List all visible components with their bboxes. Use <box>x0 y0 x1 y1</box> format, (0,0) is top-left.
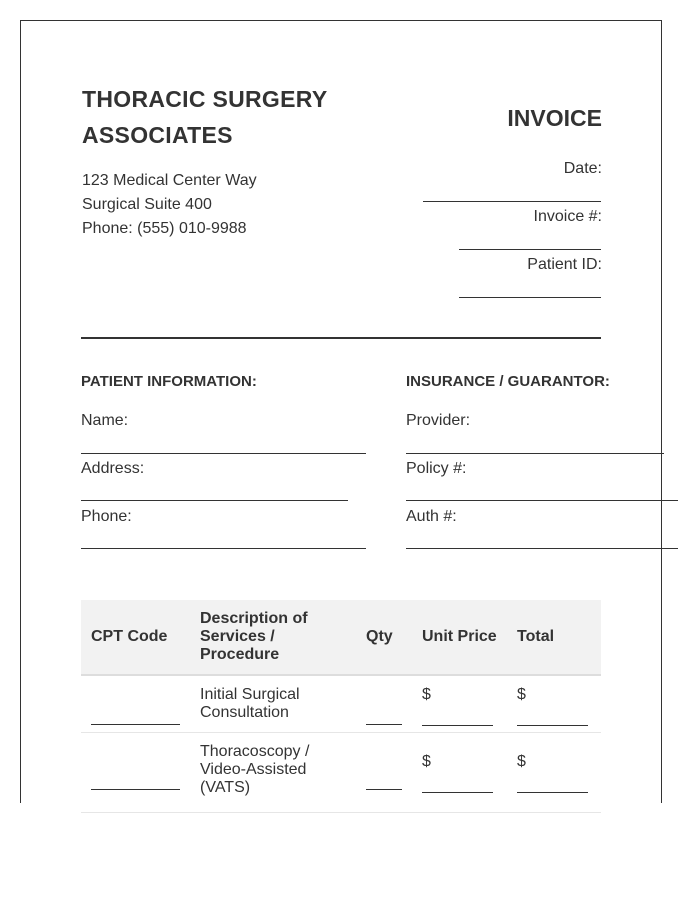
header-description: Description of Services / Procedure <box>190 600 356 675</box>
invoice-number-field-line[interactable] <box>459 249 601 250</box>
unit-price-blank[interactable] <box>422 792 493 793</box>
invoice-page <box>20 20 662 803</box>
unit-price-prefix: $ <box>422 752 431 770</box>
description-cell: Initial Surgical Consultation <box>190 675 356 732</box>
date-field-line[interactable] <box>423 201 601 202</box>
qty-blank[interactable] <box>366 724 402 725</box>
insurance-auth-field-line[interactable] <box>406 548 678 549</box>
company-address-line1: 123 Medical Center Way <box>82 172 257 189</box>
table-header-row <box>81 600 601 675</box>
unit-price-cell[interactable] <box>412 732 507 812</box>
total-blank[interactable] <box>517 792 588 793</box>
total-prefix: $ <box>517 686 526 703</box>
invoice-title: INVOICE <box>507 105 602 131</box>
unit-price-cell[interactable] <box>412 675 507 732</box>
unit-price-blank[interactable] <box>422 725 493 726</box>
header-divider <box>81 337 601 339</box>
table-row <box>81 732 601 812</box>
header-total: Total <box>507 600 601 675</box>
qty-cell[interactable] <box>356 675 412 732</box>
qty-blank[interactable] <box>366 789 402 790</box>
company-name: THORACIC SURGERY ASSOCIATES <box>82 86 328 148</box>
company-phone: Phone: (555) 010-9988 <box>82 220 247 237</box>
cpt-code-blank[interactable] <box>91 789 180 790</box>
insurance-provider-label: Provider: <box>406 412 471 429</box>
patient-address-label: Address: <box>81 460 145 477</box>
total-prefix: $ <box>517 752 526 770</box>
table-row <box>81 675 601 732</box>
insurance-heading: INSURANCE / GUARANTOR: <box>406 373 610 390</box>
unit-price-prefix: $ <box>422 686 431 703</box>
services-table <box>81 600 601 813</box>
cpt-code-blank[interactable] <box>91 724 180 725</box>
cpt-code-cell[interactable] <box>81 675 190 732</box>
insurance-policy-label: Policy #: <box>406 460 467 477</box>
header-qty: Qty <box>356 600 412 675</box>
header-cpt-code: CPT Code <box>81 600 190 675</box>
patient-name-label: Name: <box>81 412 129 429</box>
header-unit-price: Unit Price <box>412 600 507 675</box>
patient-name-field-line[interactable] <box>81 453 366 454</box>
qty-cell[interactable] <box>356 732 412 812</box>
total-blank[interactable] <box>517 725 588 726</box>
insurance-provider-field-line[interactable] <box>406 453 664 454</box>
date-label: Date: <box>563 160 602 177</box>
patient-phone-field-line[interactable] <box>81 548 366 549</box>
total-cell[interactable] <box>507 732 601 812</box>
patient-info-heading: PATIENT INFORMATION: <box>81 373 257 390</box>
insurance-policy-field-line[interactable] <box>406 500 678 501</box>
description-cell: Thoracoscopy / Video-Assisted (VATS) <box>190 732 356 812</box>
patient-id-label: Patient ID: <box>527 256 602 273</box>
patient-phone-label: Phone: <box>81 508 132 525</box>
cpt-code-cell[interactable] <box>81 732 190 812</box>
invoice-number-label: Invoice #: <box>533 208 602 225</box>
total-cell[interactable] <box>507 675 601 732</box>
insurance-auth-label: Auth #: <box>406 508 457 525</box>
patient-address-field-line[interactable] <box>81 500 348 501</box>
patient-id-field-line[interactable] <box>459 297 601 298</box>
company-address-line2: Surgical Suite 400 <box>82 196 212 213</box>
